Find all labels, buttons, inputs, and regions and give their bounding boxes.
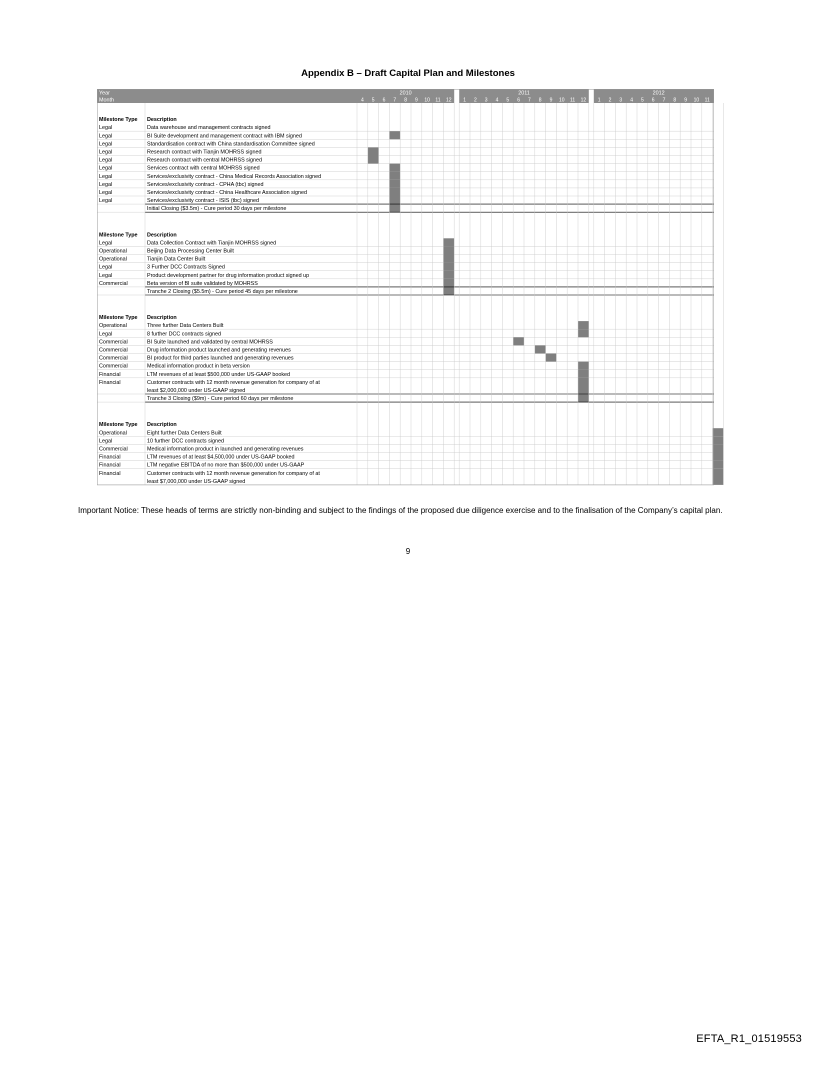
month-tick-2012-2: 2 <box>608 97 612 104</box>
month-tick-2012-8: 8 <box>673 97 677 104</box>
milestone-description: LTM negative EBITDA of no more than $500,000 under US-GAAP <box>147 462 305 469</box>
milestone-description: least $2,000,000 under US-GAAP signed <box>147 388 246 394</box>
milestone-description: Services/exclusivity contract - ISIS (tbc) signed <box>147 198 260 205</box>
milestone-type: Legal <box>99 125 113 132</box>
milestone-description: BI product for third parties launched and generating revenues <box>147 355 294 362</box>
section-type-header: Milestone Type <box>99 422 138 429</box>
month-tick-2012-5: 5 <box>641 97 644 104</box>
milestone-bar <box>443 246 454 254</box>
important-notice: Important Notice: These heads of terms are strictly non-binding and subject to the findings of the proposed due diligence exercise and to the finalisation of the Company’s capital plan. <box>78 506 723 515</box>
milestone-bar <box>368 147 379 155</box>
milestone-bar <box>443 279 454 287</box>
milestone-description: Product development partner for drug information product signed up <box>147 272 310 279</box>
milestone-bar <box>443 271 454 279</box>
milestone-type: Commercial <box>99 339 128 346</box>
milestone-bar <box>578 394 589 402</box>
section-type-header: Milestone Type <box>99 315 138 322</box>
milestone-bar <box>713 436 724 444</box>
month-tick-2011-5: 5 <box>506 97 510 104</box>
closing-description: Tranche 3 Closing ($9m) - Cure period 60 days per milestone <box>147 396 294 403</box>
milestone-bar <box>389 164 400 172</box>
month-label: Month <box>99 97 114 104</box>
milestone-type: Commercial <box>99 280 128 287</box>
milestone-description: BI Suite launched and validated by central MOHRSS <box>147 339 273 346</box>
document-id: EFTA_R1_01519553 <box>696 1033 802 1045</box>
milestone-description: Services/exclusivity contract - CPHA (tbc) signed <box>147 181 264 188</box>
month-tick-2010-6: 6 <box>382 97 386 104</box>
milestone-bar <box>389 180 400 188</box>
milestone-bar <box>535 345 546 353</box>
section-desc-header: Description <box>147 315 177 322</box>
milestone-description: Customer contracts with 12 month revenue generation for company of at <box>147 470 320 477</box>
milestone-type: Legal <box>99 190 113 196</box>
milestone-bar <box>578 321 589 329</box>
milestone-type: Legal <box>99 272 113 279</box>
month-tick-2012-1: 1 <box>597 97 601 104</box>
month-tick-2012-11: 11 <box>704 97 710 104</box>
section-type-header: Milestone Type <box>99 232 138 239</box>
milestone-description: Tianjin Data Center Built <box>147 256 206 263</box>
milestone-description: Eight further Data Centers Built <box>147 430 222 437</box>
month-tick-2011-6: 6 <box>517 97 520 104</box>
milestone-bar <box>713 461 724 469</box>
milestone-description: Services contract with central MOHRSS signed <box>147 165 260 172</box>
milestone-description: LTM revenues of at least $500,000 under US-GAAP booked <box>147 371 291 378</box>
milestone-type: Legal <box>99 141 113 148</box>
milestone-type: Operational <box>99 430 127 437</box>
month-tick-2012-6: 6 <box>651 97 655 104</box>
milestone-type: Legal <box>99 181 113 188</box>
section-type-header: Milestone Type <box>99 117 138 124</box>
milestone-bar <box>389 172 400 180</box>
month-tick-2011-2: 2 <box>474 97 477 104</box>
year-label-2010: 2010 <box>399 90 412 97</box>
year-gap <box>589 89 594 103</box>
milestone-bar <box>389 204 400 212</box>
year-label: Year <box>99 90 110 97</box>
milestone-bar <box>713 428 724 436</box>
milestone-type: Legal <box>99 264 113 271</box>
milestone-bar <box>389 196 400 204</box>
section-desc-header: Description <box>147 422 177 429</box>
closing-description: Initial Closing ($3.5m) - Cure period 30 days per milestone <box>147 206 287 213</box>
month-tick-2010-10: 10 <box>424 97 430 104</box>
milestone-type: Commercial <box>99 446 128 453</box>
milestone-description: 8 further DCC contracts signed <box>147 331 222 338</box>
milestone-type: Legal <box>99 173 113 180</box>
milestone-description: LTM revenues of at least $4,500,000 under US-GAAP booked <box>147 454 295 461</box>
milestone-bar <box>578 362 589 370</box>
month-tick-2010-8: 8 <box>404 97 407 104</box>
month-tick-2012-12: 12 <box>715 97 721 104</box>
milestone-type: Legal <box>99 198 113 205</box>
milestone-description: Data Collection Contract with Tianjin MOHRSS signed <box>147 240 277 247</box>
milestone-bar <box>546 354 557 362</box>
month-tick-2011-1: 1 <box>463 97 466 104</box>
milestone-bar <box>443 263 454 271</box>
milestone-bar <box>578 378 589 394</box>
page-number: 9 <box>405 547 411 556</box>
milestone-type: Financial <box>99 371 121 378</box>
month-tick-2010-11: 11 <box>435 97 441 104</box>
milestone-bar <box>443 238 454 246</box>
month-tick-2011-12: 12 <box>580 97 587 104</box>
milestone-description: Medical information product in beta version <box>147 363 250 370</box>
closing-description: Tranche 2 Closing ($5.5m) - Cure period 45 days per milestone <box>147 289 298 295</box>
milestone-description: BI Suite development and management contract with IBM signed <box>147 133 302 140</box>
month-tick-2011-10: 10 <box>559 97 565 104</box>
section-desc-header: Description <box>147 117 177 124</box>
milestone-type: Financial <box>99 470 121 477</box>
month-tick-2010-9: 9 <box>415 97 418 104</box>
milestone-description: Beijing Data Processing Center Built <box>147 248 234 255</box>
milestone-bar <box>389 131 400 139</box>
milestone-type: Legal <box>99 133 113 140</box>
month-tick-2010-12: 12 <box>446 97 452 104</box>
milestone-type: Operational <box>99 248 127 255</box>
milestone-bar <box>513 337 524 345</box>
milestone-type: Financial <box>99 454 121 461</box>
milestone-bar <box>713 469 724 485</box>
milestone-type: Legal <box>99 331 113 338</box>
month-tick-2011-11: 11 <box>569 97 576 104</box>
milestone-type: Operational <box>99 323 127 330</box>
section-desc-header: Description <box>147 232 177 239</box>
milestone-bar <box>368 156 379 164</box>
milestone-type: Commercial <box>99 355 128 362</box>
milestone-description: Beta version of BI suite validated by MOHRSS <box>147 280 258 287</box>
year-gap <box>454 89 459 103</box>
milestone-type: Commercial <box>99 347 128 354</box>
milestone-description: Three further Data Centers Built <box>147 323 224 330</box>
milestone-bar <box>713 444 724 452</box>
milestone-type: Legal <box>99 157 113 164</box>
milestone-type: Legal <box>99 165 113 172</box>
month-tick-2012-10: 10 <box>693 97 700 104</box>
milestone-description: Medical information product in launched and generating revenues <box>147 446 304 453</box>
milestone-bar <box>443 287 454 295</box>
milestone-description: Research contract with Tianjin MOHRSS signed <box>147 149 262 156</box>
milestone-bar <box>443 255 454 263</box>
year-label-2012: 2012 <box>652 90 665 97</box>
page-title: Appendix B – Draft Capital Plan and Milestones <box>301 68 515 79</box>
year-label-2011: 2011 <box>518 90 530 97</box>
milestone-description: Data warehouse and management contracts signed <box>147 125 271 132</box>
milestone-type: Financial <box>99 462 121 469</box>
milestone-bar <box>389 188 400 196</box>
milestone-description: Drug information product launched and generating revenues <box>147 347 291 354</box>
milestone-type: Operational <box>99 256 127 263</box>
milestone-type: Legal <box>99 438 113 445</box>
month-tick-2010-4: 4 <box>361 97 364 104</box>
milestone-type: Commercial <box>99 363 128 370</box>
milestone-type: Financial <box>99 379 121 386</box>
milestone-description: Research contract with central MOHRSS signed <box>147 157 263 164</box>
milestone-description: Standardisation contract with China standardisation Committee signed <box>147 141 315 148</box>
month-tick-2012-7: 7 <box>662 97 666 104</box>
milestone-description: least $7,000,000 under US-GAAP signed <box>147 478 246 485</box>
milestone-description: Services/exclusivity contract - China Healthcare Association signed <box>147 190 307 196</box>
month-tick-2011-8: 8 <box>538 97 542 104</box>
milestone-gantt-chart <box>97 89 721 486</box>
month-tick-2011-7: 7 <box>528 97 531 104</box>
month-tick-2011-4: 4 <box>495 97 499 104</box>
milestone-type: Legal <box>99 149 113 156</box>
milestone-description: Services/exclusivity contract - China Medical Records Association signed <box>147 173 322 180</box>
month-tick-2011-3: 3 <box>484 97 488 104</box>
milestone-description: 3 Further DCC Contracts Signed <box>147 264 225 271</box>
month-tick-2012-3: 3 <box>619 97 623 104</box>
month-tick-2012-4: 4 <box>630 97 633 104</box>
month-tick-2010-7: 7 <box>393 97 397 104</box>
milestone-description: Customer contracts with 12 month revenue generation for company of at <box>147 379 320 386</box>
milestone-type: Legal <box>99 240 113 247</box>
milestone-bar <box>713 453 724 461</box>
milestone-bar <box>578 329 589 337</box>
milestone-bar <box>578 370 589 378</box>
month-tick-2012-9: 9 <box>684 97 687 104</box>
month-tick-2011-9: 9 <box>549 97 553 104</box>
milestone-description: 10 further DCC contracts signed <box>147 438 225 445</box>
month-tick-2010-5: 5 <box>371 97 375 104</box>
